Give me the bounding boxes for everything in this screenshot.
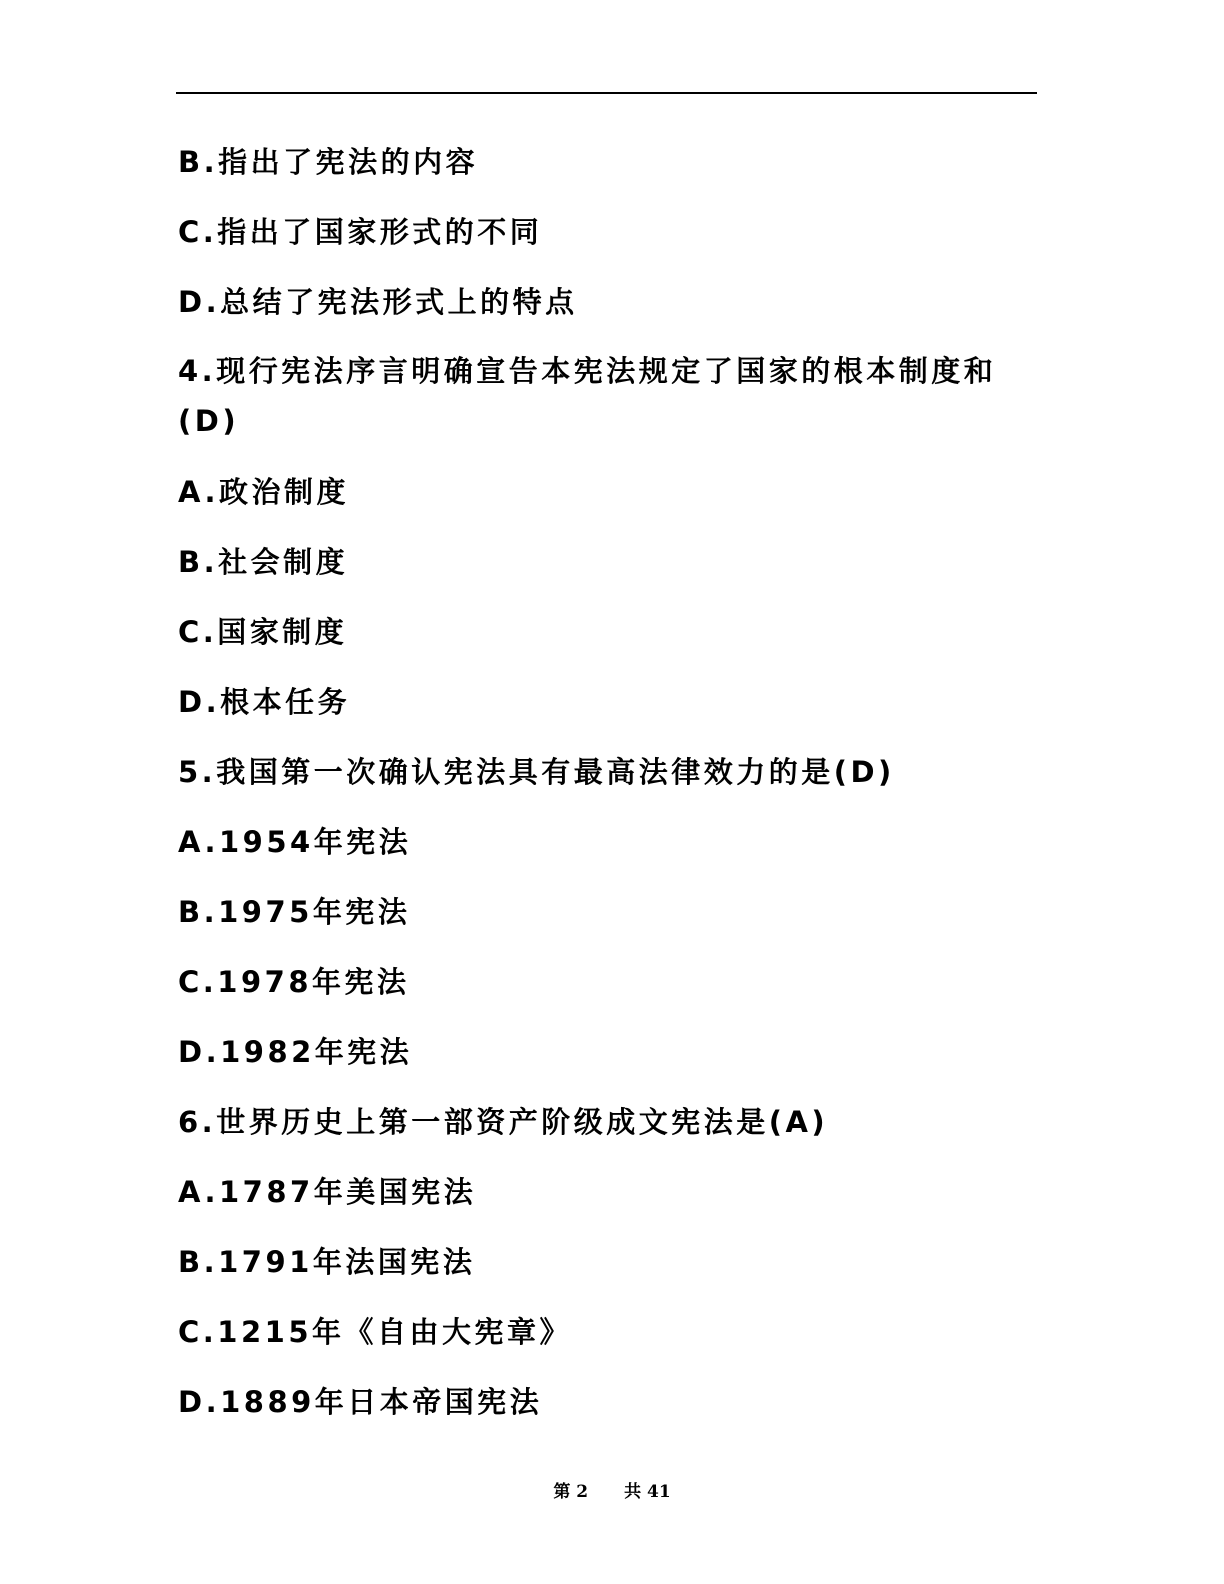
option-line: D.1889年日本帝国宪法 — [178, 1385, 543, 1419]
question-line: 4.现行宪法序言明确宣告本宪法规定了国家的根本制度和(D) — [178, 354, 997, 438]
option-line: C.指出了国家形式的不同 — [178, 215, 543, 249]
option-line: C.1978年宪法 — [178, 965, 410, 999]
document-body — [178, 136, 1038, 1446]
option-line: A.政治制度 — [178, 475, 349, 509]
option-line: D.1982年宪法 — [178, 1035, 413, 1069]
option-line: B.指出了宪法的内容 — [178, 145, 479, 179]
header-rule — [176, 92, 1037, 94]
option-line: D.总结了宪法形式上的特点 — [178, 285, 578, 319]
question-line: 5.我国第一次确认宪法具有最高法律效力的是(D) — [178, 755, 895, 789]
option-line: B.1791年法国宪法 — [178, 1245, 476, 1279]
option-line: D.根本任务 — [178, 685, 351, 719]
question-line: 6.世界历史上第一部资产阶级成文宪法是(A) — [178, 1105, 829, 1139]
page-footer — [0, 1477, 1224, 1502]
option-line: B.1975年宪法 — [178, 895, 411, 929]
option-line: C.1215年《自由大宪章》 — [178, 1315, 573, 1349]
page-total: 共 41 — [624, 1482, 671, 1502]
option-line: A.1787年美国宪法 — [178, 1175, 477, 1209]
option-line: B.社会制度 — [178, 545, 349, 579]
option-line: A.1954年宪法 — [178, 825, 412, 859]
option-line: C.国家制度 — [178, 615, 348, 649]
page-number: 第 2 — [553, 1482, 589, 1502]
